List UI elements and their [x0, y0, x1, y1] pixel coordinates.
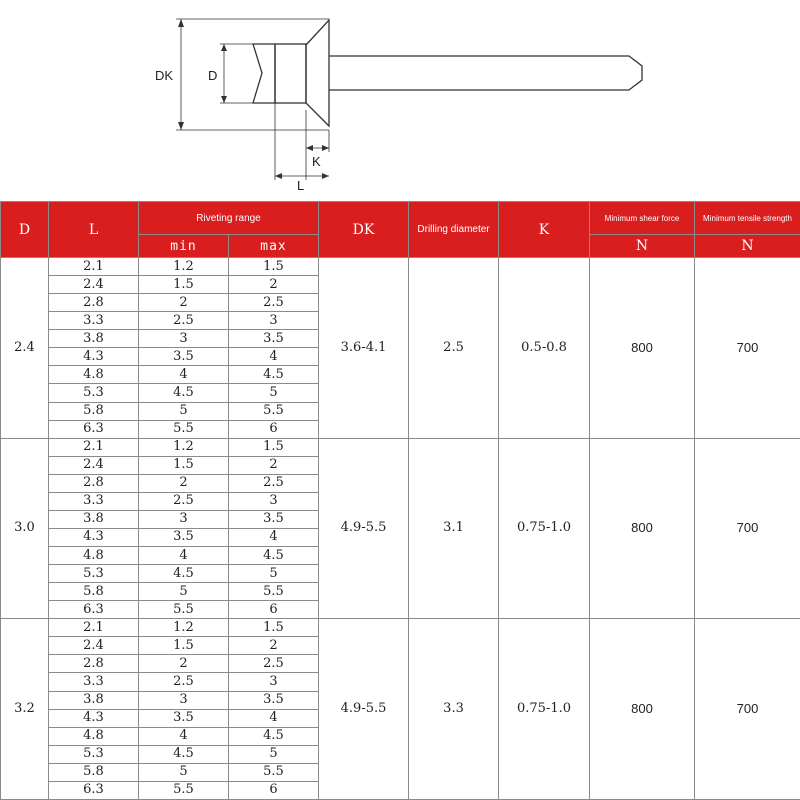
cell-drilling-diameter: 3.3 [409, 619, 499, 800]
header-tensile-unit: N [695, 235, 800, 258]
cell-min: 3.5 [139, 709, 229, 727]
cell-max: 2 [229, 456, 319, 474]
cell-max: 1.5 [229, 438, 319, 456]
cell-l: 6.3 [49, 420, 139, 438]
cell-max: 5 [229, 384, 319, 402]
header-k: K [499, 202, 590, 258]
rivet-spec-table [0, 201, 800, 800]
cell-l: 6.3 [49, 601, 139, 619]
cell-min: 3 [139, 510, 229, 528]
cell-min-shear-force: 800 [590, 258, 695, 439]
rivet-head [306, 20, 329, 126]
cell-l: 5.8 [49, 763, 139, 781]
header-min-shear-force: Minimum shear force [590, 202, 695, 235]
cell-dk: 3.6-4.1 [319, 258, 409, 439]
cell-min: 4 [139, 366, 229, 384]
cell-min: 2.5 [139, 673, 229, 691]
cell-min: 5 [139, 763, 229, 781]
cell-max: 4.5 [229, 547, 319, 565]
cell-min: 5.5 [139, 601, 229, 619]
cell-min: 3.5 [139, 348, 229, 366]
cell-min: 4 [139, 547, 229, 565]
cell-min-shear-force: 800 [590, 619, 695, 800]
cell-max: 4 [229, 528, 319, 546]
cell-min: 3 [139, 330, 229, 348]
cell-l: 3.3 [49, 492, 139, 510]
cell-min: 1.2 [139, 438, 229, 456]
cell-max: 5.5 [229, 583, 319, 601]
rivet-mandrel [329, 56, 642, 90]
cell-k: 0.75-1.0 [499, 619, 590, 800]
header-shear-unit: N [590, 235, 695, 258]
cell-max: 2.5 [229, 474, 319, 492]
cell-l: 5.3 [49, 565, 139, 583]
cell-min: 4.5 [139, 384, 229, 402]
cell-min: 2 [139, 474, 229, 492]
cell-max: 5.5 [229, 402, 319, 420]
cell-min: 2 [139, 655, 229, 673]
cell-min: 5.5 [139, 420, 229, 438]
cell-d: 3.0 [1, 438, 49, 619]
header-min: min [139, 235, 229, 258]
cell-l: 4.3 [49, 709, 139, 727]
cell-min: 4.5 [139, 565, 229, 583]
cell-min: 5.5 [139, 781, 229, 799]
cell-k: 0.5-0.8 [499, 258, 590, 439]
cell-min: 2.5 [139, 492, 229, 510]
cell-l: 2.8 [49, 655, 139, 673]
cell-min: 2.5 [139, 312, 229, 330]
cell-l: 2.4 [49, 637, 139, 655]
d-label: D [208, 68, 218, 83]
cell-min: 1.2 [139, 619, 229, 637]
cell-l: 5.3 [49, 745, 139, 763]
cell-min: 5 [139, 402, 229, 420]
cell-max: 4 [229, 709, 319, 727]
cell-max: 6 [229, 601, 319, 619]
cell-l: 3.3 [49, 673, 139, 691]
cell-l: 3.3 [49, 312, 139, 330]
cell-max: 5 [229, 745, 319, 763]
cell-min-shear-force: 800 [590, 438, 695, 619]
l-label: L [297, 178, 305, 193]
table-row [1, 619, 800, 637]
cell-l: 3.8 [49, 691, 139, 709]
cell-l: 6.3 [49, 781, 139, 799]
cell-d: 2.4 [1, 258, 49, 439]
cell-l: 2.4 [49, 456, 139, 474]
rivet-dimension-diagram [0, 0, 800, 200]
cell-d: 3.2 [1, 619, 49, 800]
header-riveting-range: Riveting range [139, 202, 319, 235]
header-dk: DK [319, 202, 409, 258]
cell-l: 4.8 [49, 366, 139, 384]
cell-l: 5.3 [49, 384, 139, 402]
cell-min: 4.5 [139, 745, 229, 763]
cell-max: 3 [229, 673, 319, 691]
cell-max: 4.5 [229, 366, 319, 384]
cell-l: 3.8 [49, 510, 139, 528]
cell-min-tensile-strength: 700 [695, 619, 800, 800]
cell-min: 3.5 [139, 528, 229, 546]
cell-dk: 4.9-5.5 [319, 619, 409, 800]
header-l: L [49, 202, 139, 258]
header-d: D [1, 202, 49, 258]
cell-max: 4 [229, 348, 319, 366]
rivet-tail [253, 44, 275, 103]
header-drilling-diameter: Drilling diameter [409, 202, 499, 258]
table-row [1, 258, 800, 276]
cell-max: 2.5 [229, 655, 319, 673]
cell-min: 2 [139, 294, 229, 312]
cell-max: 4.5 [229, 727, 319, 745]
cell-l: 5.8 [49, 583, 139, 601]
cell-min: 1.5 [139, 637, 229, 655]
cell-l: 4.8 [49, 547, 139, 565]
cell-l: 4.8 [49, 727, 139, 745]
cell-l: 4.3 [49, 528, 139, 546]
cell-l: 2.4 [49, 276, 139, 294]
k-label: K [312, 154, 321, 169]
cell-l: 2.1 [49, 258, 139, 276]
cell-max: 6 [229, 420, 319, 438]
cell-min: 1.5 [139, 276, 229, 294]
cell-max: 3 [229, 492, 319, 510]
cell-min: 4 [139, 727, 229, 745]
cell-l: 4.3 [49, 348, 139, 366]
rivet-drawing [253, 20, 642, 126]
cell-min: 1.5 [139, 456, 229, 474]
table-header [1, 202, 800, 258]
cell-drilling-diameter: 3.1 [409, 438, 499, 619]
cell-l: 2.8 [49, 474, 139, 492]
cell-max: 3.5 [229, 330, 319, 348]
cell-max: 5 [229, 565, 319, 583]
cell-max: 3.5 [229, 691, 319, 709]
header-max: max [229, 235, 319, 258]
cell-min-tensile-strength: 700 [695, 438, 800, 619]
cell-min: 1.2 [139, 258, 229, 276]
cell-max: 5.5 [229, 763, 319, 781]
cell-max: 6 [229, 781, 319, 799]
cell-min: 3 [139, 691, 229, 709]
cell-max: 1.5 [229, 258, 319, 276]
table-body [1, 258, 800, 800]
cell-max: 3.5 [229, 510, 319, 528]
cell-min: 5 [139, 583, 229, 601]
cell-max: 2 [229, 276, 319, 294]
cell-min-tensile-strength: 700 [695, 258, 800, 439]
cell-l: 3.8 [49, 330, 139, 348]
rivet-sleeve [275, 44, 306, 103]
cell-l: 2.1 [49, 619, 139, 637]
table-row [1, 438, 800, 456]
dk-label: DK [155, 68, 174, 83]
cell-l: 5.8 [49, 402, 139, 420]
cell-max: 1.5 [229, 619, 319, 637]
cell-max: 2.5 [229, 294, 319, 312]
cell-k: 0.75-1.0 [499, 438, 590, 619]
cell-l: 2.1 [49, 438, 139, 456]
cell-dk: 4.9-5.5 [319, 438, 409, 619]
cell-l: 2.8 [49, 294, 139, 312]
cell-max: 3 [229, 312, 319, 330]
cell-drilling-diameter: 2.5 [409, 258, 499, 439]
cell-max: 2 [229, 637, 319, 655]
header-min-tensile-strength: Minimum tensile strength [695, 202, 800, 235]
